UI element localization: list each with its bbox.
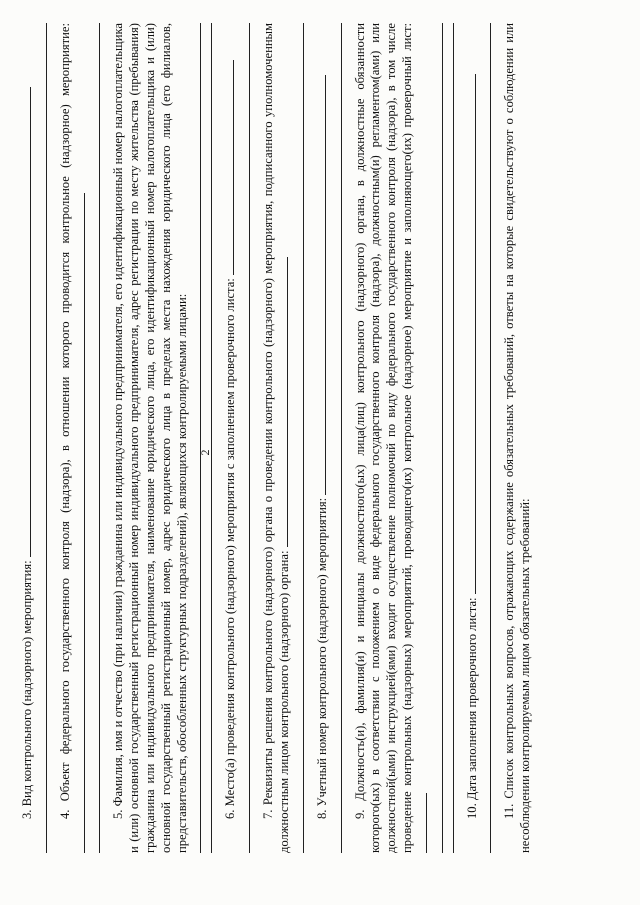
field-6-label: 6. Место(а) проведения контрольного (надзорного) мероприятия с заполнением проверочного листа: xyxy=(223,278,238,819)
field-7-input-line[interactable] xyxy=(277,257,288,547)
field-10-label: 10. Дата заполнения проверочного листа: xyxy=(464,597,479,819)
field-8-extra-line[interactable] xyxy=(331,23,342,853)
field-6-location xyxy=(223,23,250,853)
field-3-label: 3. Вид контрольного (надзорного) мероприятия: xyxy=(20,560,34,819)
field-3-input-line[interactable] xyxy=(20,87,31,557)
field-6-extra-line[interactable] xyxy=(239,23,250,853)
field-7-extra-line[interactable] xyxy=(293,23,304,853)
field-10-fill-date xyxy=(465,23,492,853)
field-5-line-1[interactable] xyxy=(190,23,201,853)
field-10-extra-line[interactable] xyxy=(480,23,491,853)
field-4-control-object xyxy=(58,23,101,853)
field-11-checklist-questions xyxy=(502,23,534,853)
field-7-label: 7. Реквизиты решения контрольного (надзорного) органа о проведении контрольного (надзорного) мероприятия, подписанного уполномоченным должностным лицом контрольного (надзорного) органа: xyxy=(261,23,291,853)
field-4-label: 4. Объект федерального государственного контроля (надзора), в отношении которого проводится контрольное (надзорное) мероприятие: xyxy=(57,23,72,819)
field-10-input-line[interactable] xyxy=(465,74,476,594)
field-9-line-2[interactable] xyxy=(443,23,454,853)
field-9-officials xyxy=(353,23,454,853)
field-7-decision-details xyxy=(261,23,304,853)
field-5-controlled-person xyxy=(111,23,212,853)
field-6-input-line[interactable] xyxy=(223,60,234,275)
field-9-label: 9. Должность(и), фамилия(и) и инициалы должностного(ых) лица(лиц) контрольного (надзорного) органа, в должностные обязанности которого(ых) в соответствии с положением о виде федерального государственного контроля (надзора), должностным(и) регламентом(ами) или должностной(ыми) инструкцией(ями) входит осуществление полномочий по виду федерального государственного контроля (надзора), в том числе проведение контрольных (надзорных) мероприятий, проводящего(их) контрольное (надзорное) мероприятие и заполняющего(их) проверочный лист: xyxy=(352,23,414,853)
field-9-input-line[interactable] xyxy=(416,793,427,853)
form-content xyxy=(20,23,545,853)
field-11-label: 11. Список контрольных вопросов, отражающих содержание обязательных требований, ответы на которые свидетельствуют о соблюдении или несоблюдении контролируемым лицом обязательных требований: xyxy=(502,23,533,853)
field-8-input-line[interactable] xyxy=(315,75,326,495)
field-5-line-2[interactable] xyxy=(201,23,212,853)
field-3-activity-type xyxy=(20,23,47,853)
field-3-extra-line[interactable] xyxy=(36,23,47,853)
field-9-line-1[interactable] xyxy=(432,23,443,853)
field-4-input-line[interactable] xyxy=(74,193,85,853)
field-8-label: 8. Учетный номер контрольного (надзорного) мероприятия: xyxy=(314,497,329,819)
field-4-extra-line[interactable] xyxy=(89,23,100,853)
page-number: 2 xyxy=(198,449,212,456)
field-5-label: 5. Фамилия, имя и отчество (при наличии) гражданина или индивидуального предпринимателя, его идентификационный номер налогоплательщика и (или) основной государственный регистрационный номер индивидуального предпринимателя, адрес регистрации по месту жительства (пребывания) гражданина или индивидуального предпринимателя, наименование юридического лица, его идентификационный номер налогоплательщика и (или) основной государственный регистрационный номер, адрес юридического лица в пределах места нахождения юридического лица (его филиалов, представительств, обособленных структурных подразделений), являющихся контролируемыми лицами: xyxy=(111,23,189,853)
field-8-record-number xyxy=(315,23,342,853)
